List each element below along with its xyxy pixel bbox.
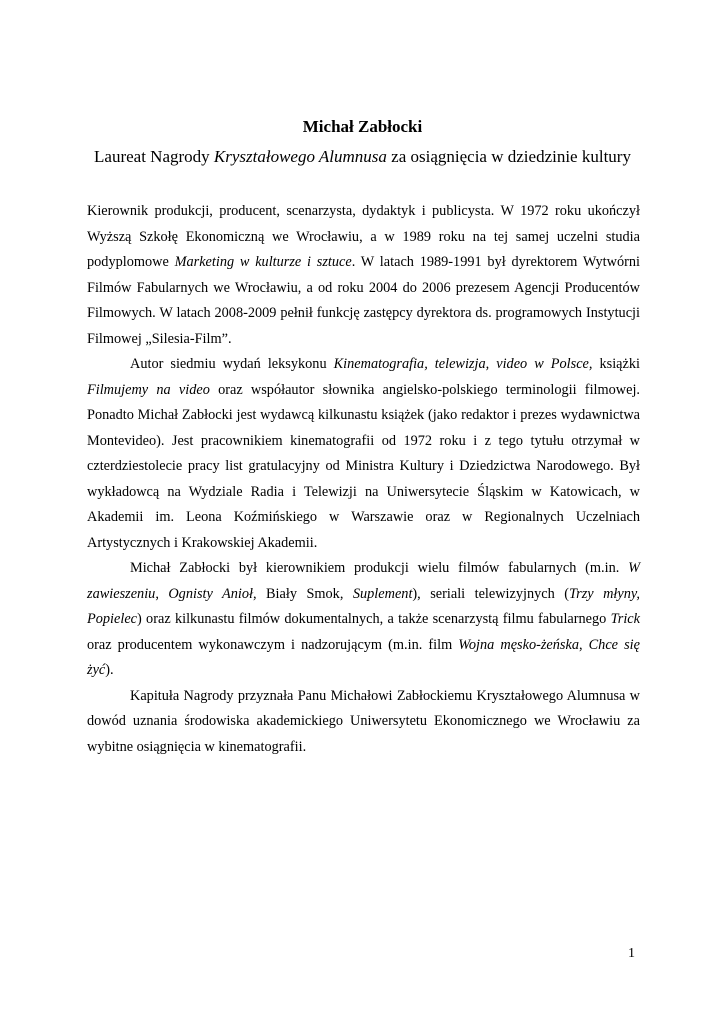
paragraph-text: , Biały Smok, bbox=[253, 585, 353, 602]
italic-title-text: W zawieszeniu bbox=[87, 560, 640, 602]
italic-title-text: Trzy młyny, Popielec bbox=[87, 585, 641, 627]
paragraph bbox=[87, 352, 640, 556]
paragraph bbox=[87, 556, 640, 684]
paragraph-text: ) oraz kilkunastu filmów dokumentalnych, a także scenarzystą filmu fabularnego bbox=[137, 611, 611, 627]
paragraph-text: Autor siedmiu wydań leksykonu bbox=[130, 356, 334, 372]
paragraph-text: , bbox=[155, 585, 169, 602]
italic-title-text: Wojna męsko-żeńska bbox=[458, 636, 579, 653]
paragraph bbox=[87, 684, 640, 761]
paragraph-text: Kierownik produkcji, producent, scenarzysta, dydaktyk i publicysta. W 1972 roku ukończył Wyższą Szkołę Ekonomiczną we Wrocławiu, a w 1989 roku na tej samej uczelni studia podyplomowe bbox=[87, 203, 640, 270]
page-number: 1 bbox=[628, 946, 635, 961]
paragraph bbox=[87, 199, 640, 352]
subtitle-award-name: Kryształowego Alumnusa bbox=[213, 147, 387, 166]
paragraph-text: oraz współautor słownika angielsko-polskiego terminologii filmowej. Ponadto Michał Zabłocki jest wydawcą kilkunastu książek (jako redaktor i prezes wydawnictwa Montevideo). Jest pracownikiem kinematografii od 1972 roku i z tego tytułu otrzymał w czterdziestolecie pracy list gratulacyjny od Ministra Kultury i Dziedzictwa Narodowego. Był wykładowcą na Wydziale Radia i Telewizji na Uniwersytecie Śląskim w Katowicach, w Akademii im. Leona Koźmińskiego w Warszawie oraz w Regionalnych Uczelniach Artystycznych i Krakowskiej Akademii. bbox=[87, 381, 640, 551]
italic-title-text: Filmujemy na video bbox=[87, 381, 210, 398]
document-title: Michał Zabłocki bbox=[302, 117, 423, 136]
italic-title-text: Chce się żyć bbox=[87, 636, 640, 678]
paragraph-text: Kapituła Nagrody przyznała Panu Michałowi Zabłockiemu Kryształowego Alumnusa w dowód uznania środowiska akademickiego Uniwersytetu Ekonomicznego we Wrocławiu za wybitne osiągnięcia w kinematografii. bbox=[87, 687, 640, 755]
italic-title-text: Suplement bbox=[352, 585, 413, 602]
paragraph-text: . W latach 1989-1991 był dyrektorem Wytwórni Filmów Fabularnych we Wrocławiu, a od roku 2004 do 2006 prezesem Agencji Producentów Filmowych. W latach 2008-2009 pełnił funkcję zastępcy dyrektora ds. programowych Instytucji Filmowej „Silesia-Film”. bbox=[87, 254, 640, 347]
document-body bbox=[87, 199, 640, 760]
paragraph-text: , bbox=[578, 636, 589, 653]
italic-title-text: Ognisty Anioł bbox=[168, 585, 253, 602]
italic-title-text: Trick bbox=[610, 611, 640, 627]
paragraph-text: książki bbox=[592, 356, 640, 372]
italic-title-text: Marketing w kulturze i sztuce bbox=[174, 254, 352, 270]
document-subtitle bbox=[0, 145, 725, 169]
paragraph-text: Michał Zabłocki był kierownikiem produkcji wielu filmów fabularnych (m.in. bbox=[130, 560, 629, 576]
paragraph-text: oraz producentem wykonawczym i nadzorującym (m.in. film bbox=[87, 636, 459, 653]
paragraph-text: ). bbox=[105, 662, 114, 678]
subtitle-text-after: za osiągnięcia w dziedzinie kultury bbox=[386, 147, 631, 166]
italic-title-text: Kinematografia, telewizja, video w Polsce, bbox=[333, 356, 593, 372]
paragraph-text: ), seriali telewizyjnych ( bbox=[412, 585, 569, 602]
subtitle-text-before: Laureat Nagrody bbox=[94, 147, 214, 166]
